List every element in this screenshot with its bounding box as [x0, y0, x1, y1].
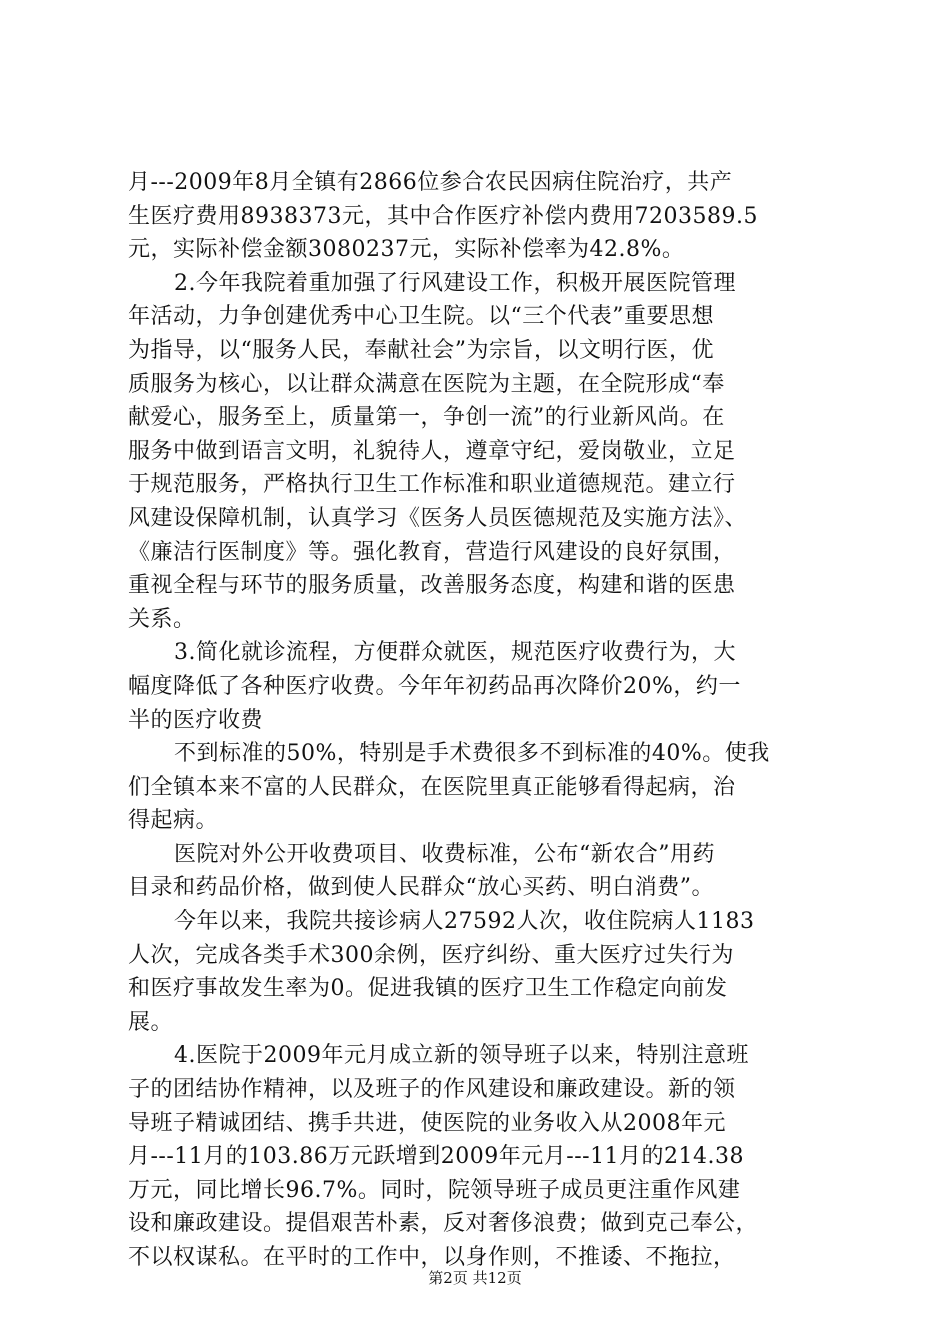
text-line: 设和廉政建设。提倡艰苦朴素，反对奢侈浪费；做到克己奉公，	[128, 1211, 759, 1237]
document-body	[128, 166, 828, 1275]
text-line: 目录和药品价格，做到使人民群众“放心买药、明白消费”。	[128, 875, 714, 901]
text-line: 2.今年我院着重加强了行风建设工作，积极开展医院管理	[174, 270, 736, 296]
text-line: 年活动，力争创建优秀中心卫生院。以“三个代表”重要思想	[128, 304, 714, 330]
text-line: 幅度降低了各种医疗收费。今年年初药品再次降价20%，约一	[128, 673, 741, 699]
text-line: 和医疗事故发生率为0。促进我镇的医疗卫生工作稳定向前发	[128, 976, 728, 1002]
text-line: 万元，同比增长96.7%。同时，院领导班子成员更注重作风建	[128, 1177, 741, 1203]
text-line: 4.医院于2009年元月成立新的领导班子以来，特别注意班	[174, 1043, 749, 1069]
text-line: 人次，完成各类手术300余例，医疗纠纷、重大医疗过失行为	[128, 942, 734, 968]
text-line: 生医疗费用8938373元，其中合作医疗补偿内费用7203589.5	[128, 203, 758, 229]
text-line: 《廉洁行医制度》等。强化教育，营造行风建设的良好氛围，	[128, 539, 736, 565]
text-line: 服务中做到语言文明，礼貌待人，遵章守纪，爱岗敬业，立足	[128, 438, 736, 464]
text-line: 们全镇本来不富的人民群众，在医院里真正能够看得起病，治	[128, 774, 736, 800]
text-line: 展。	[128, 1009, 174, 1035]
text-line: 风建设保障机制，认真学习《医务人员医德规范及实施方法》、	[128, 505, 748, 531]
text-line: 质服务为核心，以让群众满意在医院为主题，在全院形成“奉	[128, 371, 725, 397]
text-line: 得起病。	[128, 808, 219, 834]
text-line: 3.简化就诊流程，方便群众就医，规范医疗收费行为，大	[174, 640, 736, 666]
text-line: 子的团结协作精神，以及班子的作风建设和廉政建设。新的领	[128, 1077, 736, 1103]
text-line: 于规范服务，严格执行卫生工作标准和职业道德规范。建立行	[128, 472, 736, 498]
text-line: 不以权谋私。在平时的工作中，以身作则，不推诿、不拖拉，	[128, 1245, 736, 1270]
text-line: 献爱心，服务至上，质量第一，争创一流”的行业新风尚。在	[128, 405, 725, 431]
text-line: 重视全程与环节的服务质量，改善服务态度，构建和谐的医患	[128, 573, 736, 599]
text-line: 元，实际补偿金额3080237元，实际补偿率为42.8%。	[128, 237, 685, 263]
text-line: 医院对外公开收费项目、收费标准，公布“新农合”用药	[174, 841, 715, 867]
text-line: 今年以来，我院共接诊病人27592人次，收住院病人1183	[174, 909, 755, 935]
text-line: 为指导，以“服务人民，奉献社会”为宗旨，以文明行医，优	[128, 337, 714, 363]
page-footer: 第2页 共12页	[428, 1269, 522, 1287]
text-line: 关系。	[128, 606, 196, 632]
text-line: 月---11月的103.86万元跃增到2009年元月---11月的214.38	[128, 1144, 745, 1170]
text-line: 月---2009年8月全镇有2866位参合农民因病住院治疗，共产	[128, 170, 733, 195]
text-line: 不到标准的50%，特别是手术费很多不到标准的40%。使我	[174, 741, 770, 767]
text-line: 导班子精诚团结、携手共进，使医院的业务收入从2008年元	[128, 1110, 726, 1136]
text-line: 半的医疗收费	[128, 707, 264, 733]
